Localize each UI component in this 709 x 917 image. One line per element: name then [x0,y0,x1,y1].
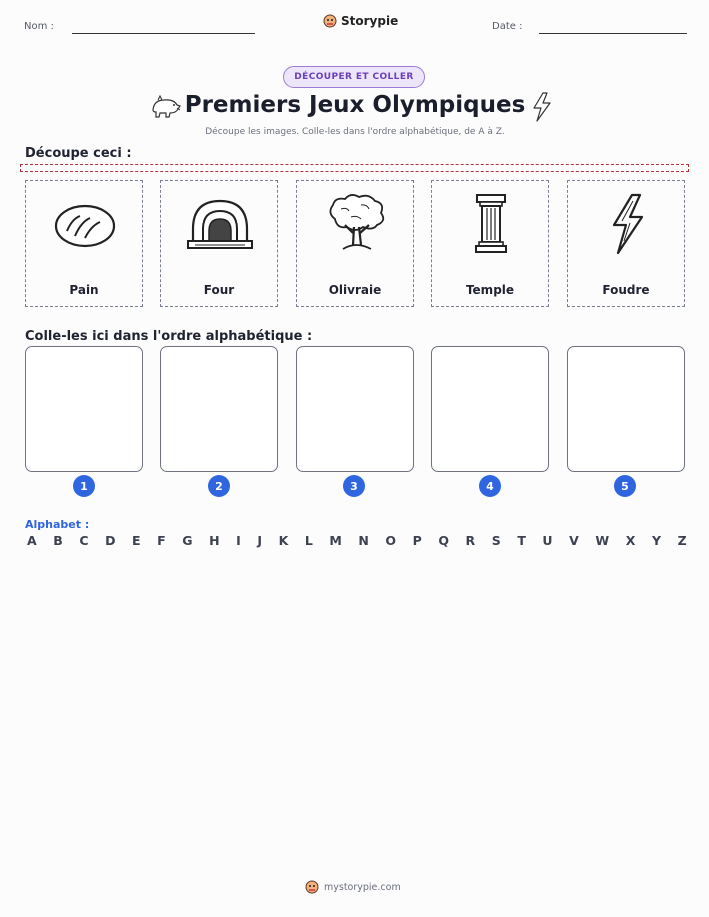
storypie-mascot-icon [323,14,337,28]
card-label: Temple [465,283,515,297]
cut-card-pain[interactable] [25,180,143,307]
alphabet-letter: L [304,533,313,548]
alphabet-letter: F [157,533,166,548]
alphabet-letter: I [236,533,241,548]
alphabet-letter: W [595,533,610,548]
alphabet-letter: U [542,533,553,548]
cut-line [20,164,689,172]
alphabet-row [27,533,687,548]
paste-box-4[interactable] [431,346,549,472]
alphabet-letter: D [105,533,116,548]
alphabet-letter: P [412,533,422,548]
alphabet-letter: S [491,533,501,548]
alphabet-letter: K [278,533,289,548]
paste-box-3[interactable] [296,346,414,472]
lightning-icon [531,92,553,122]
alphabet-letter: E [132,533,141,548]
cut-card-olivraie[interactable] [296,180,414,307]
card-label: Foudre [602,283,650,297]
alphabet-letter: T [517,533,526,548]
lightning-icon [592,189,662,259]
cut-card-foudre[interactable] [567,180,685,307]
card-label: Four [203,283,235,297]
alphabet-letter: H [209,533,220,548]
alphabet-letter: C [79,533,89,548]
number-badge-2: 2 [208,475,230,497]
cut-heading: Découpe ceci : [25,146,132,161]
alphabet-letter: Z [677,533,687,548]
storypie-mascot-icon [305,880,319,894]
paste-box-1[interactable] [25,346,143,472]
alphabet-letter: V [569,533,579,548]
bread-icon [50,189,120,259]
name-label: Nom : [24,21,54,32]
paste-heading: Colle-les ici dans l'ordre alphabétique : [25,329,313,344]
card-label: Pain [69,283,99,297]
paste-box-2[interactable] [160,346,278,472]
olive-tree-icon [321,189,391,259]
date-line [539,33,687,34]
alphabet-letter: G [182,533,193,548]
number-badge-3: 3 [343,475,365,497]
instructions: Découpe les images. Colle-les dans l'ordre alphabétique, de A à Z. [205,127,505,137]
alphabet-letter: Q [438,533,449,548]
alphabet-letter: R [465,533,476,548]
alphabet-letter: Y [651,533,661,548]
card-label: Olivraie [328,283,382,297]
cut-card-temple[interactable] [431,180,549,307]
name-line [72,33,255,34]
alphabet-letter: A [27,533,37,548]
oven-icon [185,189,255,259]
footer [305,880,401,894]
alphabet-letter: X [625,533,636,548]
alphabet-letter: J [257,533,262,548]
number-badge-1: 1 [73,475,95,497]
brand-name: Storypie [341,14,399,28]
alphabet-heading: Alphabet : [25,518,90,531]
alphabet-letter: O [385,533,397,548]
alphabet-letter: N [358,533,369,548]
cut-card-four[interactable] [160,180,278,307]
activity-badge: DÉCOUPER ET COLLER [283,66,425,88]
date-label: Date : [492,21,523,32]
number-badge-5: 5 [614,475,636,497]
alphabet-letter: M [329,533,342,548]
brand-logo [323,14,398,28]
alphabet-letter: B [53,533,63,548]
paste-box-5[interactable] [567,346,685,472]
page-title: Premiers Jeux Olympiques [184,92,526,118]
number-badge-4: 4 [479,475,501,497]
footer-site[interactable]: mystorypie.com [324,881,401,893]
column-icon [456,189,526,259]
